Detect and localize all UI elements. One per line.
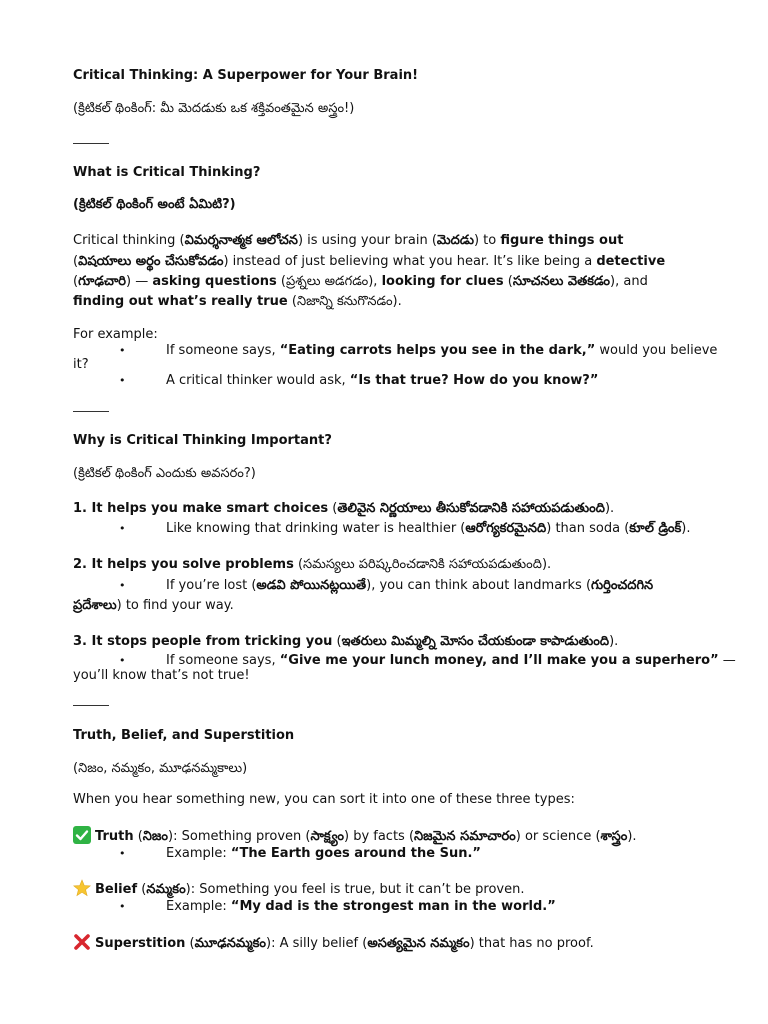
section-intro: When you hear something new, you can sort it into one of these three types: — [73, 792, 575, 807]
paragraph-line — [73, 293, 402, 311]
bullet-continuation: it? — [73, 357, 89, 372]
bullet-text — [166, 577, 653, 595]
doc-title-telugu: (క్రిటికల్ థింకింగ్: మీ మెదడుకు ఒక శక్తివంతమైన అస్త్రం!) — [73, 101, 355, 116]
telugu-term: తెలివైన నిర్ణయాలు తీసుకోవడానికి సహాయపడుతుంది — [337, 501, 605, 516]
example-intro: For example: — [73, 327, 158, 342]
key-phrase: detective — [596, 254, 666, 269]
text: ( — [73, 274, 79, 289]
section-heading-truth: Truth, Belief, and Superstition — [73, 728, 295, 743]
text: ), you can think about landmarks ( — [366, 578, 592, 593]
text: ) to find your way. — [116, 598, 234, 613]
telugu-term: విమర్శనాత్మక ఆలోచన — [184, 233, 298, 248]
bullet-continuation: you’ll know that’s not true! — [73, 668, 250, 683]
text: ( — [137, 882, 147, 897]
telugu-term: సమస్యలు పరిష్కరించడానికి సహాయపడుతుంది — [303, 557, 542, 572]
paragraph-line — [73, 273, 648, 291]
key-phrase: looking for clues — [381, 274, 504, 289]
text: ) — — [126, 274, 153, 289]
telugu-term: మూఢనమ్మకం — [194, 936, 267, 951]
text: ). — [541, 557, 552, 572]
key-phrase: figure things out — [500, 233, 624, 248]
reason-title: 1. It helps you make smart choices — [73, 501, 329, 516]
section-heading-what: What is Critical Thinking? — [73, 165, 261, 180]
text: ( — [73, 254, 79, 269]
telugu-term: విషయాలు అర్థం చేసుకోవడం — [78, 254, 224, 269]
text: If someone says, — [166, 343, 280, 358]
text: ), and — [610, 274, 648, 289]
text: ) is using your brain ( — [297, 233, 437, 248]
telugu-term: నిజాన్ని కనుగొనడం — [296, 294, 393, 309]
telugu-term: గూఢచారి — [78, 274, 127, 289]
text: ): Something you feel is true, but it can’t be proven. — [185, 882, 525, 897]
section-heading-what-telugu: (క్రిటికల్ థింకింగ్ అంటే ఏమిటి?) — [73, 197, 236, 212]
telugu-term: నిజం — [142, 829, 169, 844]
superstition-definition — [73, 933, 594, 953]
divider — [73, 411, 109, 412]
text: ): A silly belief ( — [266, 936, 368, 951]
reason-title: 2. It helps you solve problems — [73, 557, 294, 572]
bullet: • — [119, 522, 126, 535]
telugu-term: ఆరోగ్యకరమైనది — [465, 521, 547, 536]
telugu-term: శాస్త్రం — [600, 829, 628, 844]
bullet-text — [166, 342, 717, 360]
text: ). — [604, 501, 615, 516]
text: ): Something proven ( — [168, 829, 311, 844]
bullet-text — [166, 898, 556, 916]
telugu-term: సూచనలు వెతకడం — [512, 274, 611, 289]
key-phrase: asking questions — [152, 274, 277, 289]
truth-definition — [73, 826, 637, 846]
telugu-term: గుర్తించదగిన — [591, 578, 654, 593]
quote: “Eating carrots helps you see in the dark,” — [279, 343, 596, 358]
quote: “The Earth goes around the Sun.” — [230, 846, 481, 861]
telugu-term: కూల్ డ్రింక్ — [629, 521, 682, 536]
quote: “My dad is the strongest man in the world.” — [230, 899, 556, 914]
paragraph-line — [73, 253, 665, 271]
paragraph-line — [73, 232, 623, 250]
text: A critical thinker would ask, — [166, 373, 350, 388]
bullet: • — [119, 900, 126, 913]
text: ( — [276, 274, 286, 289]
reason-3 — [73, 633, 618, 651]
text: ). — [609, 634, 619, 649]
telugu-term: ప్రదేశాలు — [73, 598, 117, 613]
text: Like knowing that drinking water is healthier ( — [166, 521, 466, 536]
text: ( — [503, 274, 513, 289]
text: ( — [332, 634, 342, 649]
bullet-text — [166, 372, 598, 390]
section-heading-why: Why is Critical Thinking Important? — [73, 433, 332, 448]
text: ) to — [473, 233, 501, 248]
telugu-term: ఇతరులు మిమ్మల్ని మోసం చేయకుండా కాపాడుతుంది — [341, 634, 610, 649]
text: If someone says, — [166, 653, 280, 668]
text: ( — [328, 501, 338, 516]
star-icon — [73, 879, 91, 897]
section-heading-truth-telugu: (నిజం, నమ్మకం, మూఢనమ్మకాలు) — [73, 761, 248, 776]
text: — — [718, 653, 736, 668]
bullet: • — [119, 654, 126, 667]
check-mark-icon — [73, 826, 91, 844]
text: Example: — [166, 899, 231, 914]
reason-2 — [73, 556, 551, 574]
bullet-continuation — [73, 597, 234, 615]
text: ( — [185, 936, 195, 951]
text: ). — [392, 294, 402, 309]
telugu-term: అసత్యమైన నమ్మకం — [367, 936, 470, 951]
text: ) than soda ( — [546, 521, 630, 536]
text: ) or science ( — [515, 829, 601, 844]
divider — [73, 705, 109, 706]
term: Superstition — [95, 936, 186, 951]
bullet: • — [119, 374, 126, 387]
section-heading-why-telugu: (క్రిటికల్ థింకింగ్ ఎందుకు అవసరం?) — [73, 466, 256, 481]
bullet: • — [119, 847, 126, 860]
quote: “Is that true? How do you know?” — [349, 373, 599, 388]
telugu-term: సాక్ష్యం — [310, 829, 344, 844]
telugu-term: నమ్మకం — [146, 882, 186, 897]
telugu-term: మెదడు — [436, 233, 474, 248]
text: ( — [293, 557, 304, 572]
bullet: • — [119, 344, 126, 357]
term: Belief — [95, 882, 138, 897]
cross-mark-icon — [73, 933, 91, 951]
text: ). — [627, 829, 637, 844]
text: ) that has no proof. — [469, 936, 594, 951]
reason-title: 3. It stops people from tricking you — [73, 634, 333, 649]
text: ) by facts ( — [343, 829, 415, 844]
text: would you believe — [595, 343, 718, 358]
bullet-text — [166, 652, 736, 670]
divider — [73, 143, 109, 144]
text: ). — [681, 521, 691, 536]
text: Example: — [166, 846, 231, 861]
text: ( — [133, 829, 143, 844]
belief-definition — [73, 879, 524, 899]
telugu-term: అడవి పోయినట్లయితే — [256, 578, 367, 593]
doc-title: Critical Thinking: A Superpower for Your Brain! — [73, 68, 419, 83]
text: ) instead of just believing what you hear. It’s like being a — [223, 254, 597, 269]
text: ), — [368, 274, 382, 289]
key-phrase: finding out what’s really true — [73, 294, 288, 309]
term: Truth — [95, 829, 134, 844]
telugu-term: నిజమైన సమాచారం — [414, 829, 516, 844]
text: If you’re lost ( — [166, 578, 257, 593]
reason-1 — [73, 500, 614, 518]
quote: “Give me your lunch money, and I’ll make you a superhero” — [279, 653, 719, 668]
text: Critical thinking ( — [73, 233, 185, 248]
bullet-text — [166, 845, 481, 863]
bullet: • — [119, 579, 126, 592]
bullet-text — [166, 520, 691, 538]
telugu-term: ప్రశ్నలు అడగడం — [286, 274, 369, 289]
text: ( — [287, 294, 297, 309]
